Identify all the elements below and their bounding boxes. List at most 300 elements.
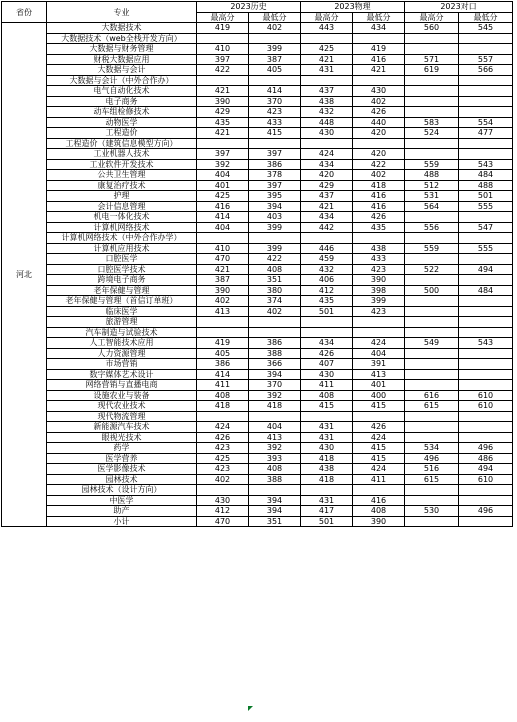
score-cell: 392: [249, 390, 301, 401]
score-cell: 556: [405, 222, 459, 233]
score-cell: 549: [405, 338, 459, 349]
score-cell: 440: [353, 117, 405, 128]
score-cell: 402: [353, 170, 405, 181]
score-cell: 413: [197, 306, 249, 317]
score-cell: [459, 44, 513, 55]
table-row: [2, 243, 513, 254]
table-row: [2, 485, 513, 496]
score-cell: 512: [405, 180, 459, 191]
major-cell: 眼视光技术: [47, 432, 197, 443]
score-cell: 610: [459, 401, 513, 412]
score-cell: 399: [249, 222, 301, 233]
score-cell: 421: [197, 128, 249, 139]
score-cell: [197, 138, 249, 149]
major-cell: 跨境电子商务: [47, 275, 197, 286]
table-row: [2, 96, 513, 107]
score-cell: [459, 359, 513, 370]
score-cell: 394: [249, 495, 301, 506]
score-cell: 566: [459, 65, 513, 76]
score-cell: [459, 33, 513, 44]
score-cell: 425: [197, 453, 249, 464]
score-cell: 397: [249, 149, 301, 160]
score-cell: 424: [301, 149, 353, 160]
score-cell: [197, 485, 249, 496]
major-cell: 会计信息管理: [47, 201, 197, 212]
score-cell: [405, 327, 459, 338]
score-cell: 408: [353, 506, 405, 517]
score-cell: [249, 317, 301, 328]
score-cell: 374: [249, 296, 301, 307]
score-cell: 387: [249, 54, 301, 65]
score-cell: 545: [459, 23, 513, 34]
score-cell: 420: [301, 170, 353, 181]
score-cell: 402: [197, 474, 249, 485]
major-cell: 旅游管理: [47, 317, 197, 328]
score-cell: 402: [249, 23, 301, 34]
major-cell: 护理: [47, 191, 197, 202]
score-cell: 410: [197, 243, 249, 254]
score-cell: 432: [301, 107, 353, 118]
score-cell: [353, 138, 405, 149]
score-cell: [459, 327, 513, 338]
major-cell: 工程造价（建筑信息模型方向）: [47, 138, 197, 149]
score-cell: 404: [197, 170, 249, 181]
score-cell: [249, 327, 301, 338]
table-row: [2, 464, 513, 475]
score-cell: [197, 327, 249, 338]
score-cell: [405, 33, 459, 44]
score-cell: 408: [249, 464, 301, 475]
score-cell: 426: [353, 422, 405, 433]
score-cell: [197, 75, 249, 86]
table-row: [2, 348, 513, 359]
score-cell: [459, 149, 513, 160]
score-cell: 411: [197, 380, 249, 391]
score-cell: [249, 233, 301, 244]
table-row: [2, 86, 513, 97]
table-row: [2, 453, 513, 464]
score-cell: 431: [301, 422, 353, 433]
score-cell: 421: [301, 201, 353, 212]
score-cell: [405, 107, 459, 118]
header-max: 最高分: [405, 12, 459, 23]
score-cell: [405, 411, 459, 422]
header-group-physics: 2023物理: [301, 2, 405, 13]
score-cell: [405, 254, 459, 265]
score-cell: 420: [353, 128, 405, 139]
major-cell: 公共卫生管理: [47, 170, 197, 181]
major-cell: 小计: [47, 516, 197, 527]
score-cell: 438: [301, 96, 353, 107]
score-cell: 414: [197, 212, 249, 223]
score-cell: 404: [353, 348, 405, 359]
score-cell: 390: [353, 516, 405, 527]
score-cell: 434: [353, 23, 405, 34]
score-cell: 496: [459, 506, 513, 517]
score-cell: 443: [301, 23, 353, 34]
score-cell: 412: [197, 506, 249, 517]
score-cell: 438: [353, 243, 405, 254]
score-cell: 430: [301, 369, 353, 380]
score-cell: 547: [459, 222, 513, 233]
score-cell: 401: [353, 380, 405, 391]
score-cell: 395: [249, 191, 301, 202]
table-row: [2, 254, 513, 265]
score-cell: 484: [459, 170, 513, 181]
score-cell: [459, 485, 513, 496]
score-cell: 555: [459, 201, 513, 212]
table-row: [2, 170, 513, 181]
table-row: [2, 474, 513, 485]
score-cell: 405: [197, 348, 249, 359]
score-cell: 390: [353, 275, 405, 286]
table-row: [2, 506, 513, 517]
score-cell: 426: [353, 107, 405, 118]
score-cell: 400: [353, 390, 405, 401]
score-cell: 554: [459, 117, 513, 128]
table-row: [2, 65, 513, 76]
score-cell: 421: [301, 54, 353, 65]
score-cell: 470: [197, 254, 249, 265]
score-cell: [353, 485, 405, 496]
score-cell: [301, 138, 353, 149]
score-cell: [405, 86, 459, 97]
score-cell: 420: [353, 149, 405, 160]
score-cell: 390: [197, 285, 249, 296]
header-max: 最高分: [197, 12, 249, 23]
cell-comment-marker: [248, 706, 253, 711]
major-cell: 药学: [47, 443, 197, 454]
score-cell: [197, 317, 249, 328]
major-cell: 电气自动化技术: [47, 86, 197, 97]
score-cell: [405, 380, 459, 391]
score-cell: 431: [301, 495, 353, 506]
major-cell: 电子商务: [47, 96, 197, 107]
score-cell: [459, 212, 513, 223]
score-cell: [405, 369, 459, 380]
score-cell: 424: [353, 432, 405, 443]
score-cell: 430: [353, 86, 405, 97]
score-cell: [459, 254, 513, 265]
score-cell: 571: [405, 54, 459, 65]
score-cell: 496: [405, 453, 459, 464]
score-cell: [459, 75, 513, 86]
score-cell: 423: [353, 264, 405, 275]
score-cell: 421: [353, 65, 405, 76]
score-cell: [249, 75, 301, 86]
score-cell: 414: [197, 369, 249, 380]
score-cell: 414: [249, 86, 301, 97]
major-cell: 临床医学: [47, 306, 197, 317]
score-cell: 434: [301, 212, 353, 223]
score-cell: 496: [459, 443, 513, 454]
score-cell: 390: [197, 96, 249, 107]
score-cell: [197, 411, 249, 422]
score-cell: [405, 296, 459, 307]
table-row: [2, 180, 513, 191]
score-cell: 500: [405, 285, 459, 296]
score-cell: 423: [197, 464, 249, 475]
score-table: [1, 1, 513, 527]
major-cell: 工业软件开发技术: [47, 159, 197, 170]
score-cell: [459, 432, 513, 443]
score-cell: [353, 33, 405, 44]
score-cell: 388: [249, 348, 301, 359]
score-cell: 432: [301, 264, 353, 275]
score-cell: [459, 233, 513, 244]
score-cell: 407: [301, 359, 353, 370]
score-cell: 426: [301, 348, 353, 359]
table-row: [2, 359, 513, 370]
score-cell: [405, 485, 459, 496]
score-cell: [405, 212, 459, 223]
major-cell: 人力资源管理: [47, 348, 197, 359]
score-cell: 388: [249, 474, 301, 485]
major-cell: 大数据技术: [47, 23, 197, 34]
score-cell: 421: [197, 264, 249, 275]
score-cell: [459, 369, 513, 380]
score-cell: 423: [197, 443, 249, 454]
score-cell: 619: [405, 65, 459, 76]
score-cell: [353, 327, 405, 338]
major-cell: 网络营销与直播电商: [47, 380, 197, 391]
table-row: [2, 138, 513, 149]
major-cell: 设施农业与装备: [47, 390, 197, 401]
score-cell: 415: [301, 401, 353, 412]
score-cell: 477: [459, 128, 513, 139]
score-cell: 448: [301, 117, 353, 128]
score-cell: 459: [301, 254, 353, 265]
major-cell: 现代物流管理: [47, 411, 197, 422]
table-body: [2, 23, 513, 527]
score-cell: 406: [301, 275, 353, 286]
score-cell: 470: [197, 516, 249, 527]
score-cell: 419: [353, 44, 405, 55]
score-cell: 434: [301, 338, 353, 349]
score-cell: 397: [197, 54, 249, 65]
score-cell: 437: [301, 191, 353, 202]
score-cell: [249, 138, 301, 149]
score-cell: 524: [405, 128, 459, 139]
score-cell: 416: [353, 495, 405, 506]
score-cell: [459, 380, 513, 391]
score-cell: 522: [405, 264, 459, 275]
major-cell: 工程造价: [47, 128, 197, 139]
score-cell: 418: [301, 453, 353, 464]
score-cell: [459, 107, 513, 118]
score-cell: [459, 138, 513, 149]
table-row: [2, 222, 513, 233]
score-cell: 422: [353, 159, 405, 170]
major-cell: 计算机网络技术: [47, 222, 197, 233]
header-row-1: [2, 2, 513, 13]
score-cell: 415: [353, 401, 405, 412]
score-cell: [405, 348, 459, 359]
score-cell: [405, 138, 459, 149]
major-cell: 园林技术: [47, 474, 197, 485]
table-row: [2, 23, 513, 34]
score-cell: 424: [353, 464, 405, 475]
score-cell: 433: [353, 254, 405, 265]
score-cell: 422: [197, 65, 249, 76]
header-province: 省份: [2, 2, 47, 23]
table-row: [2, 264, 513, 275]
score-cell: 486: [459, 453, 513, 464]
table-row: [2, 495, 513, 506]
score-cell: 386: [249, 338, 301, 349]
score-cell: 370: [249, 96, 301, 107]
score-cell: [405, 495, 459, 506]
score-cell: 435: [353, 222, 405, 233]
score-cell: [405, 233, 459, 244]
score-cell: [353, 233, 405, 244]
score-cell: 415: [353, 453, 405, 464]
score-cell: 412: [301, 285, 353, 296]
score-cell: 419: [197, 23, 249, 34]
score-cell: 413: [249, 432, 301, 443]
score-cell: 431: [301, 65, 353, 76]
table-row: [2, 422, 513, 433]
score-cell: 425: [301, 44, 353, 55]
major-cell: 计算机应用技术: [47, 243, 197, 254]
score-cell: [459, 317, 513, 328]
header-min: 最低分: [353, 12, 405, 23]
score-cell: 425: [197, 191, 249, 202]
score-cell: 402: [249, 306, 301, 317]
score-cell: 416: [197, 201, 249, 212]
score-cell: [197, 33, 249, 44]
score-cell: 404: [249, 422, 301, 433]
table-row: [2, 33, 513, 44]
score-cell: 404: [197, 222, 249, 233]
score-cell: 435: [301, 296, 353, 307]
major-cell: 口腔医学技术: [47, 264, 197, 275]
major-cell: 动车组检修技术: [47, 107, 197, 118]
score-cell: 424: [197, 422, 249, 433]
score-cell: [459, 96, 513, 107]
table-row: [2, 44, 513, 55]
major-cell: 大数据与财务管理: [47, 44, 197, 55]
major-cell: 老年保健与管理（首信订单班）: [47, 296, 197, 307]
score-cell: 408: [197, 390, 249, 401]
score-cell: [301, 317, 353, 328]
major-cell: 大数据技术（web全栈开发方向）: [47, 33, 197, 44]
score-cell: [301, 33, 353, 44]
table-row: [2, 107, 513, 118]
score-cell: 413: [353, 369, 405, 380]
score-cell: 399: [249, 243, 301, 254]
score-cell: 386: [249, 159, 301, 170]
score-cell: 446: [301, 243, 353, 254]
score-cell: [459, 348, 513, 359]
table-row: [2, 369, 513, 380]
score-cell: 403: [249, 212, 301, 223]
score-cell: [353, 75, 405, 86]
score-cell: 380: [249, 285, 301, 296]
score-cell: 557: [459, 54, 513, 65]
province-cell: 河北: [2, 23, 47, 527]
major-cell: 人工智能技术应用: [47, 338, 197, 349]
score-cell: 408: [249, 264, 301, 275]
score-cell: [405, 516, 459, 527]
score-cell: 555: [459, 243, 513, 254]
major-cell: 现代农业技术: [47, 401, 197, 412]
score-cell: 399: [249, 44, 301, 55]
score-cell: 421: [197, 86, 249, 97]
score-cell: 366: [249, 359, 301, 370]
score-cell: 434: [301, 159, 353, 170]
score-cell: 394: [249, 201, 301, 212]
score-cell: 560: [405, 23, 459, 34]
score-cell: [353, 411, 405, 422]
score-cell: 430: [301, 443, 353, 454]
score-cell: 583: [405, 117, 459, 128]
score-cell: 534: [405, 443, 459, 454]
score-cell: [197, 233, 249, 244]
score-cell: 418: [249, 401, 301, 412]
score-cell: 559: [405, 159, 459, 170]
header-max: 最高分: [301, 12, 353, 23]
score-cell: 418: [301, 474, 353, 485]
score-cell: 411: [353, 474, 405, 485]
score-cell: 494: [459, 464, 513, 475]
score-cell: [405, 306, 459, 317]
score-cell: 398: [353, 285, 405, 296]
score-cell: 433: [249, 117, 301, 128]
score-cell: 438: [301, 464, 353, 475]
score-cell: 393: [249, 453, 301, 464]
table-row: [2, 275, 513, 286]
score-cell: [353, 317, 405, 328]
major-cell: 市场营销: [47, 359, 197, 370]
score-cell: [301, 485, 353, 496]
table-row: [2, 117, 513, 128]
table-row: [2, 201, 513, 212]
major-cell: 大数据与会计（中外合作办）: [47, 75, 197, 86]
score-cell: [405, 44, 459, 55]
score-cell: 423: [249, 107, 301, 118]
major-cell: 机电一体化技术: [47, 212, 197, 223]
score-cell: 426: [353, 212, 405, 223]
score-cell: 392: [249, 443, 301, 454]
score-cell: [459, 495, 513, 506]
score-cell: 494: [459, 264, 513, 275]
score-cell: 531: [405, 191, 459, 202]
score-cell: 530: [405, 506, 459, 517]
score-cell: 423: [353, 306, 405, 317]
table-row: [2, 443, 513, 454]
score-cell: 435: [197, 117, 249, 128]
score-cell: 394: [249, 506, 301, 517]
major-cell: 园林技术（设计方向）: [47, 485, 197, 496]
score-cell: 484: [459, 285, 513, 296]
score-cell: 559: [405, 243, 459, 254]
score-cell: [405, 422, 459, 433]
table-row: [2, 306, 513, 317]
major-cell: 医学影像技术: [47, 464, 197, 475]
score-cell: 405: [249, 65, 301, 76]
score-cell: 411: [301, 380, 353, 391]
score-cell: 488: [405, 170, 459, 181]
score-cell: 488: [459, 180, 513, 191]
score-cell: [405, 96, 459, 107]
score-cell: [301, 327, 353, 338]
score-cell: 429: [197, 107, 249, 118]
score-cell: 394: [249, 369, 301, 380]
table-row: [2, 327, 513, 338]
table-row: [2, 390, 513, 401]
table-row: [2, 128, 513, 139]
